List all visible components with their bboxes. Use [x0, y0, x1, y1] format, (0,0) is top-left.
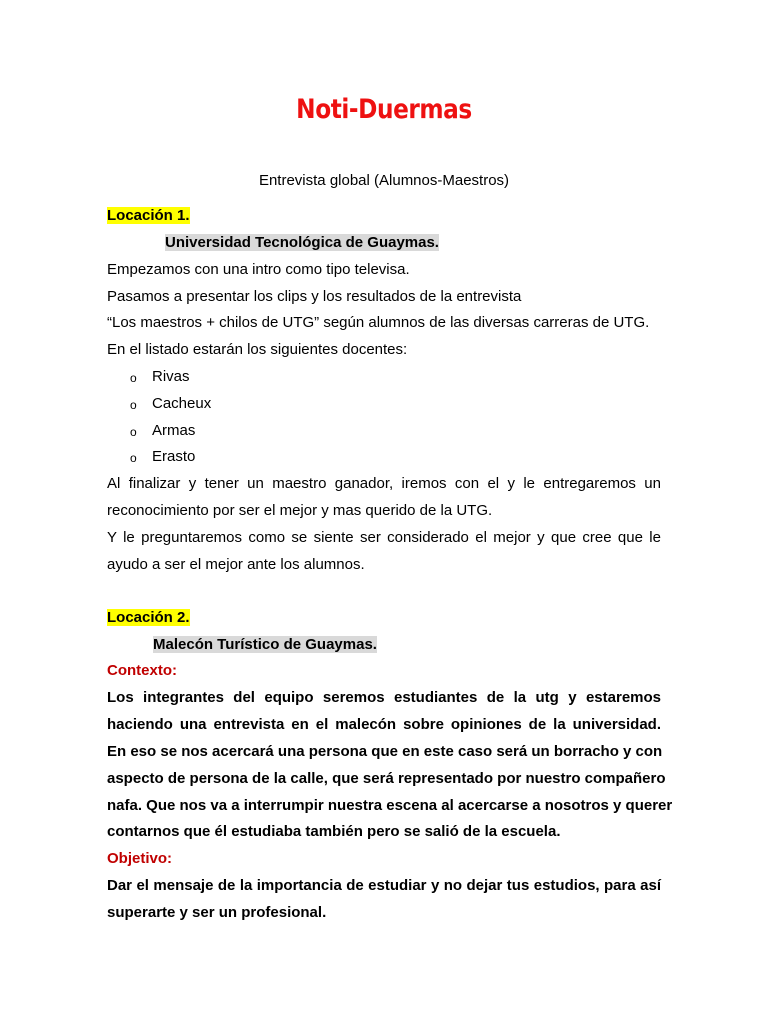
teacher-list-item: Cacheux — [152, 395, 212, 412]
contexto-line-5: nafa. Que nos va a interrumpir nuestra escena al acercarse a nosotros y querer — [107, 797, 673, 814]
location-2-place: Malecón Turístico de Guaymas. — [153, 636, 377, 653]
loc1-line-4: En el listado estarán los siguientes docentes: — [107, 341, 408, 358]
contexto-line-3: En eso se nos acercará una persona que en este caso será un borracho y con — [107, 743, 663, 760]
document-subtitle: Entrevista global (Alumnos-Maestros) — [258, 172, 510, 189]
loc1-paragraph-2-line-1: Y le preguntaremos como se siente ser considerado el mejor y que cree que le — [107, 529, 661, 546]
document-title: Noti-Duermas — [296, 94, 472, 125]
bullet-marker: o — [130, 398, 137, 412]
location-1-heading: Locación 1. — [107, 207, 190, 224]
bullet-marker: o — [130, 371, 137, 385]
loc1-paragraph-1-line-1: Al finalizar y tener un maestro ganador, iremos con el y le entregaremos un — [107, 475, 661, 492]
contexto-line-2: haciendo una entrevista en el malecón sobre opiniones de la universidad. — [107, 716, 661, 733]
contexto-line-1: Los integrantes del equipo seremos estudiantes de la utg y estaremos — [107, 689, 661, 706]
teacher-list-item: Rivas — [152, 368, 190, 385]
loc1-paragraph-1-line-2: reconocimiento por ser el mejor y mas querido de la UTG. — [107, 502, 493, 519]
loc1-line-3: “Los maestros + chilos de UTG” según alumnos de las diversas carreras de UTG. — [107, 314, 650, 331]
loc1-line-1: Empezamos con una intro como tipo televisa. — [107, 261, 410, 278]
teacher-list-item: Erasto — [152, 448, 196, 465]
objetivo-line-1: Dar el mensaje de la importancia de estudiar y no dejar tus estudios, para así — [107, 877, 661, 894]
bullet-marker: o — [130, 451, 137, 465]
bullet-marker: o — [130, 425, 137, 439]
loc1-paragraph-2-line-2: ayudo a ser el mejor ante los alumnos. — [107, 556, 365, 573]
teacher-list-item: Armas — [152, 422, 196, 439]
objetivo-line-2: superarte y ser un profesional. — [107, 904, 327, 921]
contexto-line-4: aspecto de persona de la calle, que será representado por nuestro compañero — [107, 770, 666, 787]
contexto-line-6: contarnos que él estudiaba también pero se salió de la escuela. — [107, 823, 561, 840]
loc1-line-2: Pasamos a presentar los clips y los resultados de la entrevista — [107, 288, 522, 305]
contexto-label: Contexto: — [107, 662, 177, 679]
location-1-place: Universidad Tecnológica de Guaymas. — [165, 234, 439, 251]
location-2-heading: Locación 2. — [107, 609, 190, 626]
objetivo-label: Objetivo: — [107, 850, 173, 867]
